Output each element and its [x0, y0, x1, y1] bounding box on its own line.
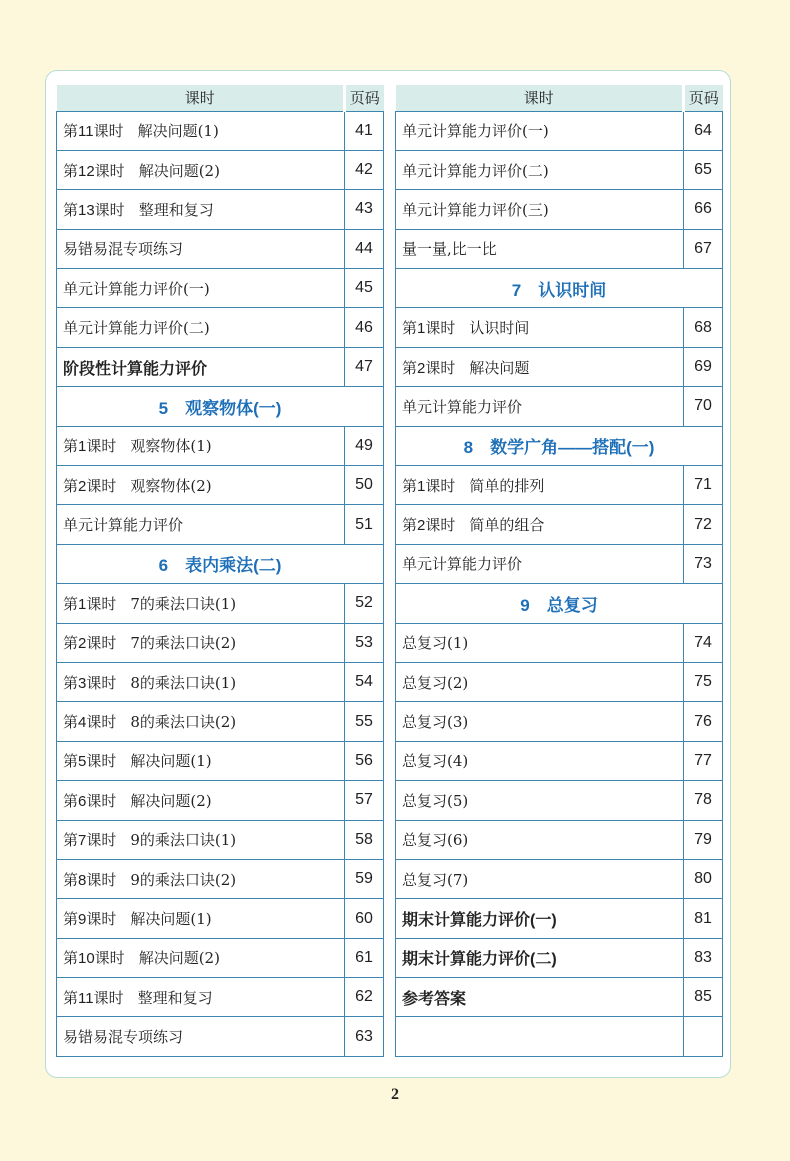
lesson-number: 第1课时	[402, 477, 456, 495]
toc-entry-title[interactable]	[57, 978, 345, 1017]
lesson-number: 第5课时	[63, 753, 117, 771]
toc-entry-page	[684, 1017, 723, 1056]
toc-row	[57, 308, 384, 347]
toc-entry-title[interactable]	[57, 820, 345, 859]
toc-row	[396, 150, 723, 189]
toc-row	[57, 150, 384, 189]
lesson-title: 8的乘法口诀(1)	[130, 673, 237, 692]
lesson-number: 第2课时	[63, 477, 117, 495]
toc-entry-title[interactable]: 易错易混专项练习	[57, 229, 345, 268]
toc-entry-title[interactable]: 期末计算能力评价(二)	[396, 938, 684, 977]
section-heading: 8 数学广角——搭配(一)	[396, 426, 723, 465]
toc-entry-page: 54	[345, 662, 384, 701]
lesson-title: 8的乘法口诀(2)	[130, 713, 237, 732]
toc-entry-title[interactable]: 总复习(6)	[396, 820, 684, 859]
toc-entry-title[interactable]: 总复习(1)	[396, 623, 684, 662]
lesson-number: 第2课时	[402, 517, 456, 535]
toc-row	[57, 702, 384, 741]
toc-entry-page: 80	[684, 859, 723, 898]
toc-row	[396, 584, 723, 623]
toc-entry-title[interactable]	[57, 190, 345, 229]
toc-entry-title[interactable]	[396, 308, 684, 347]
toc-entry-title[interactable]: 期末计算能力评价(一)	[396, 899, 684, 938]
toc-entry-page: 41	[345, 111, 384, 150]
toc-entry-page: 42	[345, 150, 384, 189]
toc-row	[396, 623, 723, 662]
lesson-number: 第12课时	[63, 162, 125, 180]
toc-row	[396, 269, 723, 308]
toc-entry-page: 50	[345, 466, 384, 505]
lesson-title: 整理和复习	[138, 200, 214, 219]
toc-row	[396, 662, 723, 701]
toc-entry-page: 58	[345, 820, 384, 859]
toc-entry-page: 65	[684, 150, 723, 189]
toc-entry-page: 46	[345, 308, 384, 347]
toc-row	[57, 387, 384, 426]
lesson-title: 认识时间	[469, 319, 530, 338]
lesson-title: 观察物体(2)	[130, 476, 212, 495]
section-heading: 7 认识时间	[396, 269, 723, 308]
toc-entry-title[interactable]	[396, 466, 684, 505]
toc-entry-page: 67	[684, 229, 723, 268]
toc-row	[57, 899, 384, 938]
col-title-header: 课时	[396, 85, 684, 111]
toc-header-row	[396, 85, 723, 111]
toc-entry-page: 52	[345, 584, 384, 623]
toc-entry-title[interactable]: 总复习(3)	[396, 702, 684, 741]
toc-row	[57, 544, 384, 583]
toc-row	[396, 899, 723, 938]
toc-row	[396, 741, 723, 780]
toc-row	[57, 938, 384, 977]
toc-row	[396, 978, 723, 1017]
toc-entry-title[interactable]: 总复习(2)	[396, 662, 684, 701]
toc-entry-title[interactable]: 单元计算能力评价(三)	[396, 190, 684, 229]
lesson-number: 第4课时	[63, 714, 117, 732]
toc-entry-page: 81	[684, 899, 723, 938]
toc-entry-page: 53	[345, 623, 384, 662]
lesson-number: 第10课时	[63, 950, 125, 968]
toc-row	[57, 820, 384, 859]
toc-row	[57, 505, 384, 544]
toc-entry-page: 44	[345, 229, 384, 268]
section-heading: 6 表内乘法(二)	[57, 544, 384, 583]
lesson-title: 观察物体(1)	[130, 437, 212, 456]
toc-entry-page: 78	[684, 781, 723, 820]
toc-row	[396, 859, 723, 898]
lesson-title: 解决问题	[469, 358, 530, 377]
toc-entry-page: 79	[684, 820, 723, 859]
lesson-title: 解决问题(1)	[130, 752, 212, 771]
toc-entry-page: 45	[345, 269, 384, 308]
toc-entry-page: 64	[684, 111, 723, 150]
toc-entry-title[interactable]	[396, 505, 684, 544]
toc-row	[57, 584, 384, 623]
toc-row	[57, 426, 384, 465]
lesson-title: 解决问题(1)	[130, 910, 212, 928]
toc-entry-page: 69	[684, 347, 723, 386]
toc-entry-page: 59	[345, 859, 384, 898]
toc-entry-page: 68	[684, 308, 723, 347]
lesson-number: 第8课时	[63, 871, 117, 889]
lesson-title: 简单的组合	[469, 516, 545, 535]
toc-table-right	[395, 85, 723, 1057]
toc-row	[57, 347, 384, 386]
toc-row	[57, 466, 384, 505]
lesson-title: 解决问题(2)	[138, 949, 220, 968]
toc-entry-title[interactable]: 单元计算能力评价(一)	[396, 111, 684, 150]
toc-entry-page: 51	[345, 505, 384, 544]
toc-row	[396, 308, 723, 347]
toc-entry-title[interactable]: 单元计算能力评价(二)	[396, 150, 684, 189]
toc-row	[396, 190, 723, 229]
toc-entry-title[interactable]	[396, 347, 684, 386]
toc-row	[396, 111, 723, 150]
lesson-number: 第2课时	[402, 359, 456, 377]
toc-entry-page: 57	[345, 781, 384, 820]
lesson-title: 9的乘法口诀(2)	[130, 870, 237, 889]
toc-row	[57, 859, 384, 898]
toc-entry-page: 74	[684, 623, 723, 662]
lesson-number: 第3课时	[63, 674, 117, 692]
toc-entry-title[interactable]	[57, 466, 345, 505]
toc-entry-page: 47	[345, 347, 384, 386]
toc-entry-title[interactable]: 总复习(7)	[396, 859, 684, 898]
toc-entry-page: 75	[684, 662, 723, 701]
lesson-title: 整理和复习	[137, 988, 213, 1007]
toc-entry-title[interactable]: 单元计算能力评价	[396, 544, 684, 583]
toc-entry-page: 63	[345, 1017, 384, 1056]
lesson-number: 第1课时	[63, 595, 117, 613]
toc-row	[57, 1017, 384, 1056]
toc-entry-title[interactable]	[57, 899, 345, 938]
toc-entry-page: 49	[345, 426, 384, 465]
toc-entry-page: 60	[345, 899, 384, 938]
toc-row	[396, 938, 723, 977]
section-heading: 9 总复习	[396, 584, 723, 623]
toc-row	[57, 781, 384, 820]
lesson-number: 第1课时	[63, 438, 117, 456]
toc-table-left	[56, 85, 384, 1057]
lesson-number: 第11课时	[63, 123, 124, 141]
toc-row	[396, 229, 723, 268]
page-number: 2	[391, 1086, 399, 1103]
toc-entry-title[interactable]	[57, 150, 345, 189]
lesson-title: 解决问题(2)	[138, 161, 220, 180]
toc-row	[57, 978, 384, 1017]
toc-entry-page: 85	[684, 978, 723, 1017]
toc-row	[57, 741, 384, 780]
lesson-number: 第13课时	[63, 201, 125, 219]
toc-entry-title[interactable]	[57, 623, 345, 662]
lesson-number: 第11课时	[63, 989, 124, 1007]
lesson-number: 第2课时	[63, 635, 117, 653]
toc-entry-page: 70	[684, 387, 723, 426]
lesson-title: 解决问题(1)	[137, 122, 219, 141]
toc-entry-title[interactable]: 阶段性计算能力评价	[57, 347, 345, 386]
toc-entry-title[interactable]: 总复习(4)	[396, 741, 684, 780]
toc-row	[57, 111, 384, 150]
toc-entry-page: 76	[684, 702, 723, 741]
toc-entry-page: 43	[345, 190, 384, 229]
col-page-header: 页码	[345, 85, 384, 111]
toc-row	[396, 544, 723, 583]
section-heading: 5 观察物体(一)	[57, 387, 384, 426]
toc-entry-page: 73	[684, 544, 723, 583]
toc-entry-title[interactable]: 易错易混专项练习	[57, 1017, 345, 1056]
toc-row	[396, 505, 723, 544]
lesson-number: 第6课时	[63, 792, 117, 810]
toc-entry-title[interactable]	[57, 584, 345, 623]
toc-entry-title[interactable]	[57, 702, 345, 741]
toc-entry-page: 61	[345, 938, 384, 977]
toc-row	[57, 269, 384, 308]
toc-row	[396, 820, 723, 859]
toc-row	[57, 190, 384, 229]
lesson-title: 简单的排列	[469, 476, 545, 495]
toc-entry-title[interactable]: 单元计算能力评价	[57, 505, 345, 544]
lesson-title: 9的乘法口诀(1)	[130, 831, 237, 850]
toc-entry-page: 62	[345, 978, 384, 1017]
toc-entry-title[interactable]: 单元计算能力评价	[396, 387, 684, 426]
toc-row	[57, 662, 384, 701]
toc-entry-page: 77	[684, 741, 723, 780]
toc-entry-page: 72	[684, 505, 723, 544]
toc-entry-title[interactable]	[57, 426, 345, 465]
toc-entry-title[interactable]	[57, 111, 345, 150]
lesson-number: 第7课时	[63, 832, 117, 850]
toc-row	[396, 426, 723, 465]
toc-entry-title[interactable]	[57, 781, 345, 820]
col-page-header: 页码	[684, 85, 723, 111]
toc-header-row	[57, 85, 384, 111]
toc-entry-page: 56	[345, 741, 384, 780]
toc-row	[57, 229, 384, 268]
lesson-number: 第9课时	[63, 911, 117, 928]
toc-entry-page: 71	[684, 466, 723, 505]
toc-entry-title[interactable]: 单元计算能力评价(二)	[57, 308, 345, 347]
toc-entry-title[interactable]	[57, 859, 345, 898]
toc-entry-title[interactable]	[57, 741, 345, 780]
lesson-number: 第1课时	[402, 320, 456, 338]
lesson-title: 解决问题(2)	[130, 791, 212, 810]
toc-entry-page: 83	[684, 938, 723, 977]
toc-entry-title[interactable]: 参考答案	[396, 978, 684, 1017]
toc-entry-title[interactable]	[57, 938, 345, 977]
toc-row	[396, 702, 723, 741]
toc-row	[396, 781, 723, 820]
toc-row	[57, 623, 384, 662]
toc-entry-title[interactable]: 单元计算能力评价(一)	[57, 269, 345, 308]
toc-entry-page: 66	[684, 190, 723, 229]
lesson-title: 7的乘法口诀(2)	[130, 634, 237, 653]
toc-entry-title[interactable]	[57, 662, 345, 701]
toc-entry-title[interactable]: 量一量,比一比	[396, 229, 684, 268]
toc-entry-page: 55	[345, 702, 384, 741]
toc-row	[396, 1017, 723, 1056]
toc-row	[396, 347, 723, 386]
toc-entry-title[interactable]: 总复习(5)	[396, 781, 684, 820]
col-title-header: 课时	[57, 85, 345, 111]
toc-entry-title[interactable]	[396, 1017, 684, 1056]
toc-row	[396, 466, 723, 505]
toc-row	[396, 387, 723, 426]
lesson-title: 7的乘法口诀(1)	[130, 594, 237, 613]
